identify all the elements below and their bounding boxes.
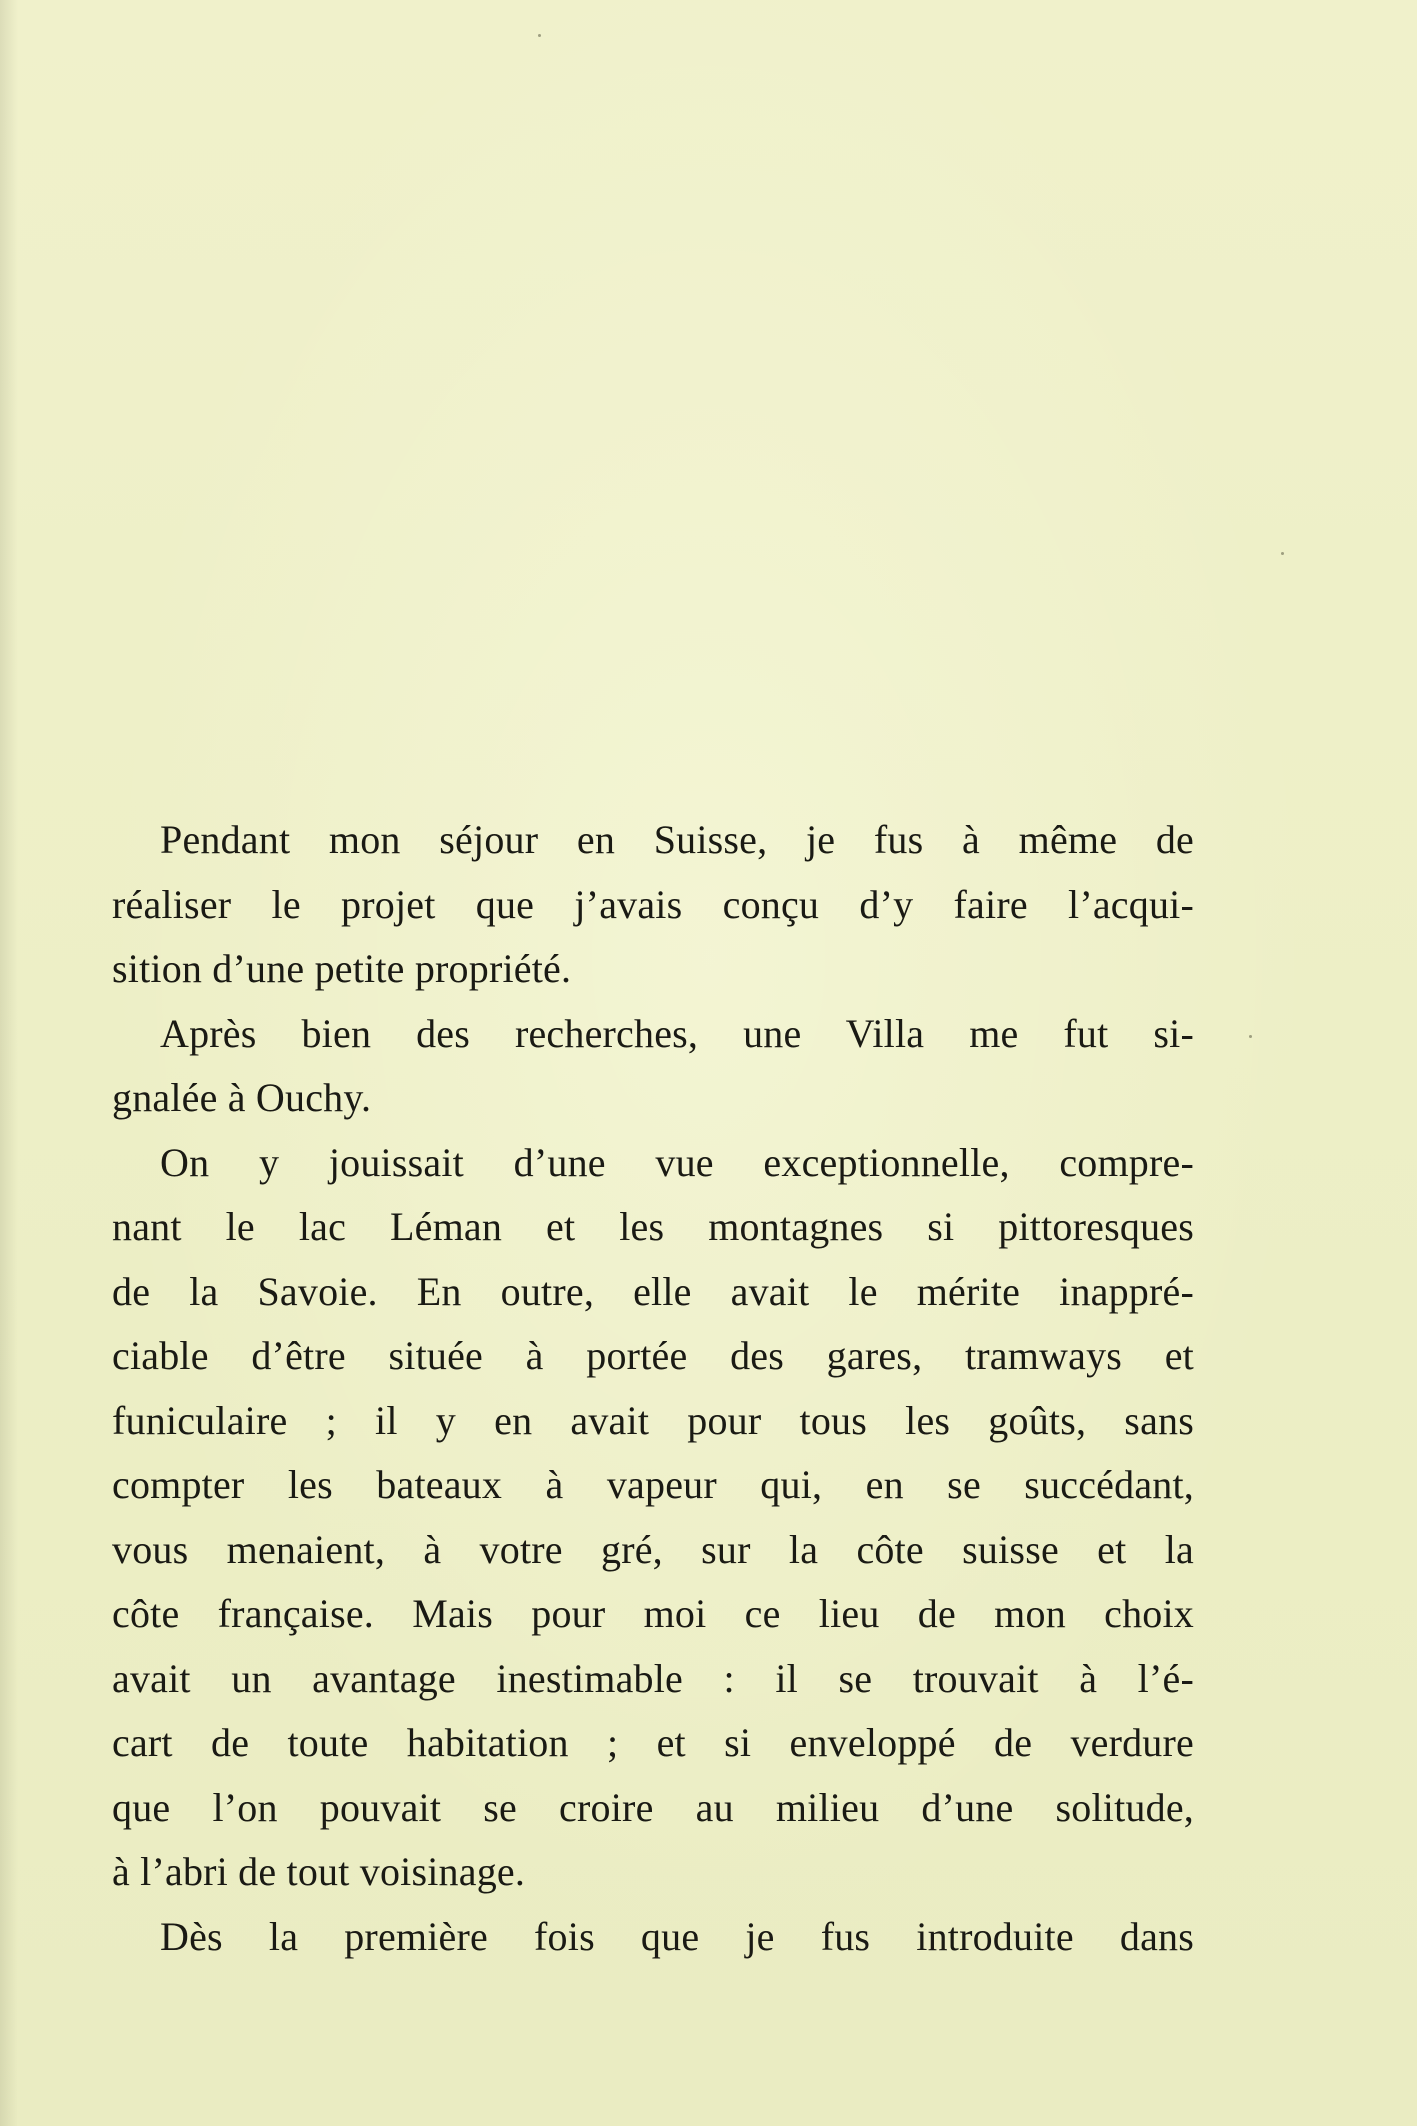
paper-speck [1281,552,1284,555]
text-line: vous menaient, à votre gré, sur la côte suisse et la [112,1526,1194,1572]
text-line: compter les bateaux à vapeur qui, en se succédant, [112,1462,1194,1507]
text-line: Pendant mon séjour en Suisse, je fus à même de [160,817,1194,862]
text-line: Après bien des recherches, une Villa me fut si- [160,1010,1194,1056]
text-line: à l’abri de tout voisinage. [112,1849,526,1894]
text-line: nant le lac Léman et les montagnes si pittoresques [112,1204,1194,1249]
text-line: avait un avantage inestimable : il se trouvait à l’é- [112,1655,1194,1701]
paper-speck [538,34,541,37]
text-line: sition d’une petite propriété. [112,946,572,991]
text-line: que l’on pouvait se croire au milieu d’une solitude, [112,1784,1194,1830]
text-line: de la Savoie. En outre, elle avait le mérite inappré- [112,1268,1194,1314]
paper-speck [1249,1035,1252,1038]
text-line: On y jouissait d’une vue exceptionnelle, compre- [160,1139,1194,1185]
text-line: réaliser le projet que j’avais conçu d’y faire l’acqui- [112,881,1194,927]
text-line: gnalée à Ouchy. [112,1075,372,1120]
text-line: funiculaire ; il y en avait pour tous les goûts, sans [112,1397,1194,1443]
text-line: côte française. Mais pour moi ce lieu de mon choix [112,1591,1194,1636]
text-line: ciable d’être située à portée des gares, tramways et [112,1333,1194,1378]
text-line: cart de toute habitation ; et si enveloppé de verdure [112,1720,1194,1765]
body-text [112,808,1194,1969]
text-line: Dès la première fois que je fus introduite dans [160,1913,1194,1959]
